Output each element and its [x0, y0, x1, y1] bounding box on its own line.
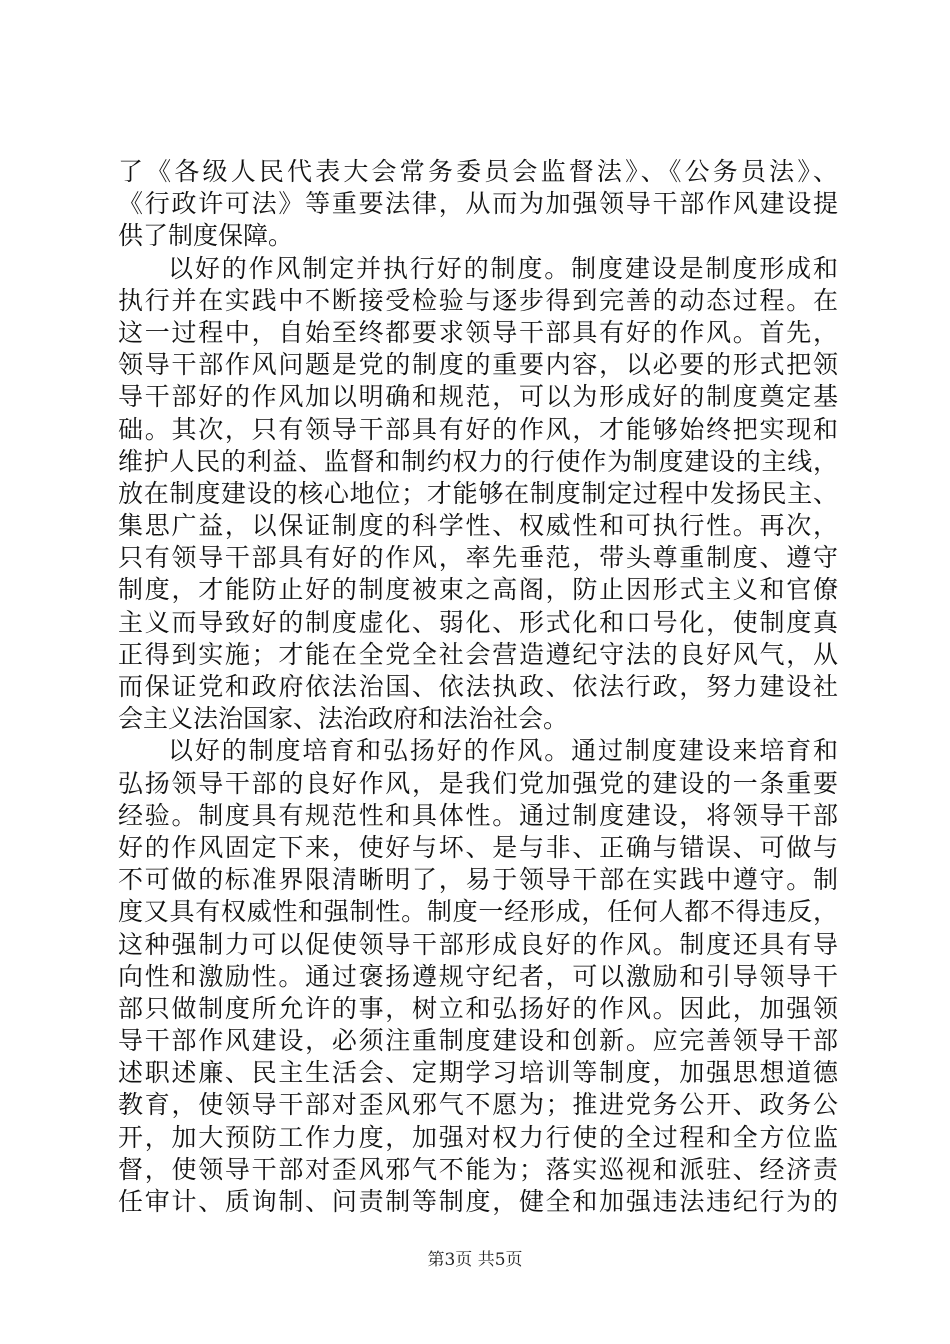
text-line: 这种强制力可以促使领导干部形成良好的作风。制度还具有导 — [118, 929, 838, 959]
text-line: 只有领导干部具有好的作风，率先垂范，带头尊重制度、遵守 — [118, 543, 838, 573]
text-line: 了《各级人民代表大会常务委员会监督法》、《公务员法》、 — [118, 157, 838, 186]
text-line: 集思广益，以保证制度的科学性、权威性和可执行性。再次， — [118, 511, 838, 541]
text-line: 础。其次，只有领导干部具有好的作风，才能够始终把实现和 — [118, 414, 838, 444]
page-number-footer: 第3页 共5页 — [427, 1250, 523, 1270]
text-line: 不可做的标准界限清晰明了，易于领导干部在实践中遵守。制 — [118, 865, 838, 895]
text-line: 教育，使领导干部对歪风邪气不愿为；推进党务公开、政务公 — [118, 1090, 838, 1120]
text-line: 以好的作风制定并执行好的制度。制度建设是制度形成和 — [168, 253, 838, 283]
text-line: 供了制度保障。 — [118, 221, 294, 251]
text-line: 向性和激励性。通过褒扬遵规守纪者，可以激励和引导领导干 — [118, 961, 838, 991]
text-line: 好的作风固定下来，使好与坏、是与非、正确与错误、可做与 — [118, 832, 838, 862]
text-line: 经验。制度具有规范性和具体性。通过制度建设，将领导干部 — [118, 800, 838, 830]
text-line: 会主义法治国家、法治政府和法治社会。 — [118, 704, 569, 734]
text-line: 放在制度建设的核心地位；才能够在制度制定过程中发扬民主、 — [118, 478, 838, 508]
text-line: 导干部好的作风加以明确和规范，可以为形成好的制度奠定基 — [118, 382, 838, 412]
text-line: 开，加大预防工作力度，加强对权力行使的全过程和全方位监 — [118, 1122, 838, 1152]
text-line: 以好的制度培育和弘扬好的作风。通过制度建设来培育和 — [168, 736, 838, 766]
text-line: 而保证党和政府依法治国、依法执政、依法行政，努力建设社 — [118, 672, 838, 701]
text-line: 正得到实施；才能在全党全社会营造遵纪守法的良好风气，从 — [118, 639, 838, 669]
text-line: 部只做制度所允许的事，树立和弘扬好的作风。因此，加强领 — [118, 993, 838, 1023]
text-line: 《行政许可法》等重要法律，从而为加强领导干部作风建设提 — [118, 189, 838, 219]
text-line: 述职述廉、民主生活会、定期学习培训等制度，加强思想道德 — [118, 1058, 838, 1088]
text-line: 执行并在实践中不断接受检验与逐步得到完善的动态过程。在 — [118, 285, 838, 315]
document-body — [118, 156, 838, 1218]
text-line: 督，使领导干部对歪风邪气不能为；落实巡视和派驻、经济责 — [118, 1154, 838, 1184]
text-line: 这一过程中，自始至终都要求领导干部具有好的作风。首先， — [118, 317, 838, 347]
text-line: 度又具有权威性和强制性。制度一经形成，任何人都不得违反， — [118, 897, 838, 927]
text-line: 主义而导致好的制度虚化、弱化、形式化和口号化，使制度真 — [118, 607, 838, 637]
text-line: 弘扬领导干部的良好作风，是我们党加强党的建设的一条重要 — [118, 768, 838, 798]
text-line: 维护人民的利益、监督和制约权力的行使作为制度建设的主线， — [118, 446, 838, 476]
text-line: 导干部作风建设，必须注重制度建设和创新。应完善领导干部 — [118, 1026, 838, 1056]
text-line: 制度，才能防止好的制度被束之高阁，防止因形式主义和官僚 — [118, 575, 838, 605]
text-line: 领导干部作风问题是党的制度的重要内容，以必要的形式把领 — [118, 350, 838, 380]
text-line: 任审计、质询制、问责制等制度，健全和加强违法违纪行为的 — [118, 1187, 838, 1216]
